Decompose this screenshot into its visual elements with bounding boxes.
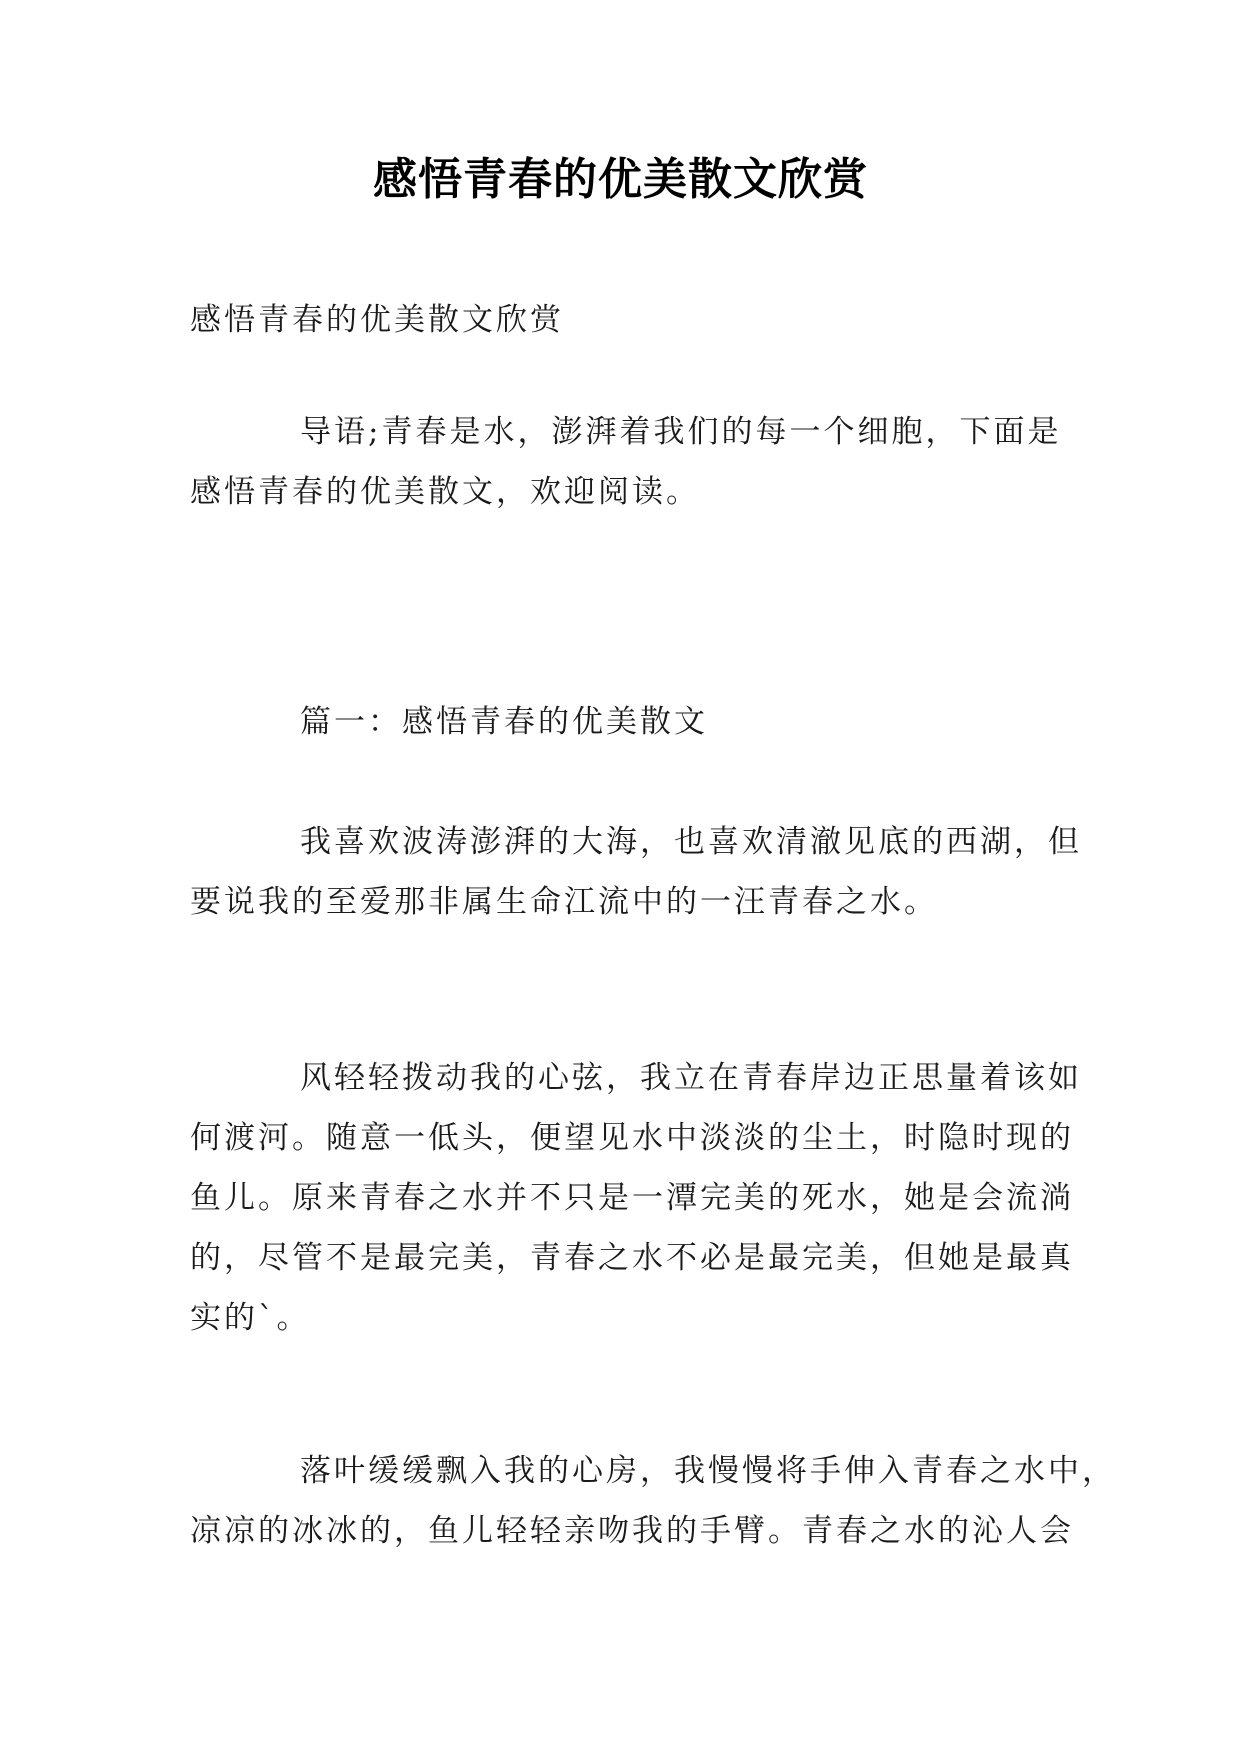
intro-paragraph xyxy=(190,402,1062,522)
paragraph-3-line-2: 凉凉的冰冰的，鱼儿轻轻亲吻我的手臂。青春之水的沁人会 xyxy=(190,1513,1074,1549)
paragraph-3-line-1: 落叶缓缓飘入我的心房，我慢慢将手伸入青春之水中， xyxy=(300,1453,1116,1489)
paragraph-1 xyxy=(190,812,1082,932)
paragraph-2-line-3: 鱼儿。原来青春之水并不只是一潭完美的死水，她是会流淌 xyxy=(190,1180,1074,1216)
section-heading-text: 篇一：感悟青春的优美散文 xyxy=(300,704,708,740)
intro-line-2: 感悟青春的优美散文，欢迎阅读。 xyxy=(190,474,700,510)
document-title: 感悟青春的优美散文欣赏 xyxy=(373,154,868,205)
section-heading xyxy=(190,692,1056,752)
paragraph-2-line-2: 何渡河。随意一低头，便望见水中淡淡的尘土，时隐时现的 xyxy=(190,1120,1074,1156)
document-subtitle xyxy=(190,290,1056,350)
subtitle-line: 感悟青春的优美散文欣赏 xyxy=(190,302,564,338)
paragraph-1-line-1: 我喜欢波涛澎湃的大海，也喜欢清澈见底的西湖，但 xyxy=(300,824,1082,860)
paragraph-2-line-4: 的，尽管不是最完美，青春之水不必是最完美，但她是最真 xyxy=(190,1240,1074,1276)
intro-line-1: 导语;青春是水，澎湃着我们的每一个细胞，下面是 xyxy=(300,414,1062,450)
paragraph-2-line-1: 风轻轻拨动我的心弦，我立在青春岸边正思量着该如 xyxy=(300,1060,1082,1096)
paragraph-1-line-2: 要说我的至爱那非属生命江流中的一汪青春之水。 xyxy=(190,884,938,920)
paragraph-2 xyxy=(190,1048,1082,1348)
paragraph-2-line-5: 实的`。 xyxy=(190,1300,311,1336)
paragraph-3 xyxy=(190,1441,1116,1561)
